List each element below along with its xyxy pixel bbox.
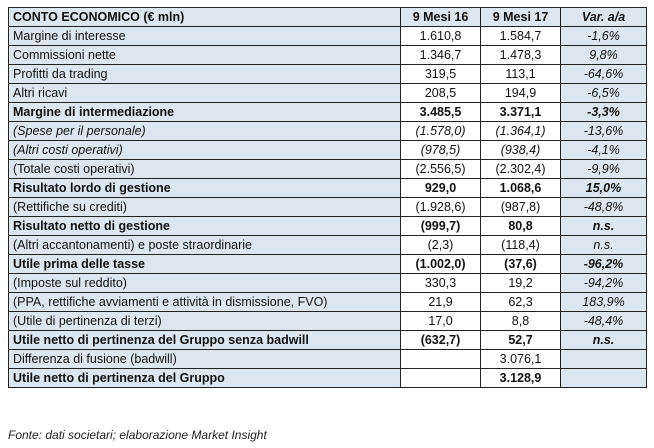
table-row [9,255,647,274]
header-label: CONTO ECONOMICO (€ mln) [9,8,401,27]
value-9m16: 17,0 [401,312,481,331]
value-9m16: (2,3) [401,236,481,255]
header-var: Var. a/a [561,8,647,27]
value-9m17: 3.076,1 [481,350,561,369]
footnote: Fonte: dati societari; elaborazione Market Insight [8,428,267,442]
table-row [9,46,647,65]
row-label: (Altri costi operativi) [9,141,401,160]
table-row [9,293,647,312]
value-9m16: 319,5 [401,65,481,84]
value-9m17: 8,8 [481,312,561,331]
row-label: (Altri accantonamenti) e poste straordinarie [9,236,401,255]
value-9m16 [401,369,481,388]
value-var: -48,4% [561,312,647,331]
value-9m16: (1.578,0) [401,122,481,141]
value-9m17: 3.371,1 [481,103,561,122]
value-9m17: (37,6) [481,255,561,274]
row-label: Risultato lordo di gestione [9,179,401,198]
header-9m17: 9 Mesi 17 [481,8,561,27]
value-9m16: 3.485,5 [401,103,481,122]
value-9m16: (978,5) [401,141,481,160]
value-9m17: 1.068,6 [481,179,561,198]
table-row [9,350,647,369]
row-label: (Imposte sul reddito) [9,274,401,293]
table-row [9,331,647,350]
row-label: (Totale costi operativi) [9,160,401,179]
value-9m16: 929,0 [401,179,481,198]
value-9m16: 1.610,8 [401,27,481,46]
table-row [9,236,647,255]
value-var: -3,3% [561,103,647,122]
value-var: -64,6% [561,65,647,84]
table-row [9,179,647,198]
value-var: -48,8% [561,198,647,217]
value-var: -13,6% [561,122,647,141]
value-var: -94,2% [561,274,647,293]
table-row [9,122,647,141]
value-9m16: 330,3 [401,274,481,293]
header-row [9,8,647,27]
row-label: Risultato netto di gestione [9,217,401,236]
row-label: Altri ricavi [9,84,401,103]
table-row [9,27,647,46]
row-label: Utile prima delle tasse [9,255,401,274]
row-label: Profitti da trading [9,65,401,84]
value-9m17: 1.584,7 [481,27,561,46]
value-9m17: 52,7 [481,331,561,350]
value-9m17: (118,4) [481,236,561,255]
value-var [561,369,647,388]
table-row [9,103,647,122]
value-var: n.s. [561,331,647,350]
value-9m16: (999,7) [401,217,481,236]
table-row [9,141,647,160]
value-var: 15,0% [561,179,647,198]
value-9m17: 62,3 [481,293,561,312]
header-9m16: 9 Mesi 16 [401,8,481,27]
value-9m17: 80,8 [481,217,561,236]
value-9m17: (938,4) [481,141,561,160]
value-var: n.s. [561,217,647,236]
row-label: Utile netto di pertinenza del Gruppo senza badwill [9,331,401,350]
table-row [9,198,647,217]
value-9m17: (987,8) [481,198,561,217]
row-label: (Utile di pertinenza di terzi) [9,312,401,331]
value-var: -9,9% [561,160,647,179]
value-9m17: 19,2 [481,274,561,293]
row-label: (Spese per il personale) [9,122,401,141]
value-9m17: (2.302,4) [481,160,561,179]
value-var: -96,2% [561,255,647,274]
table-row [9,274,647,293]
value-var: -1,6% [561,27,647,46]
value-var [561,350,647,369]
table-row [9,312,647,331]
value-9m16: 21,9 [401,293,481,312]
value-9m16: (632,7) [401,331,481,350]
row-label: Margine di interesse [9,27,401,46]
value-9m16: 1.346,7 [401,46,481,65]
row-label: (Rettifiche su crediti) [9,198,401,217]
row-label: Commissioni nette [9,46,401,65]
table-row [9,160,647,179]
value-9m17: 194,9 [481,84,561,103]
value-var: -6,5% [561,84,647,103]
value-9m16: (1.002,0) [401,255,481,274]
value-var: n.s. [561,236,647,255]
value-9m16: 208,5 [401,84,481,103]
income-statement-table [8,7,647,388]
table-row [9,369,647,388]
value-9m16: (2.556,5) [401,160,481,179]
value-9m17: 3.128,9 [481,369,561,388]
row-label: (PPA, rettifiche avviamenti e attività in dismissione, FVO) [9,293,401,312]
table-row [9,65,647,84]
table-row [9,84,647,103]
value-9m17: 113,1 [481,65,561,84]
value-9m16: (1.928,6) [401,198,481,217]
row-label: Utile netto di pertinenza del Gruppo [9,369,401,388]
value-var: 183,9% [561,293,647,312]
value-9m17: (1.364,1) [481,122,561,141]
value-9m16 [401,350,481,369]
row-label: Margine di intermediazione [9,103,401,122]
row-label: Differenza di fusione (badwill) [9,350,401,369]
table-row [9,217,647,236]
value-var: -4,1% [561,141,647,160]
value-var: 9,8% [561,46,647,65]
value-9m17: 1.478,3 [481,46,561,65]
